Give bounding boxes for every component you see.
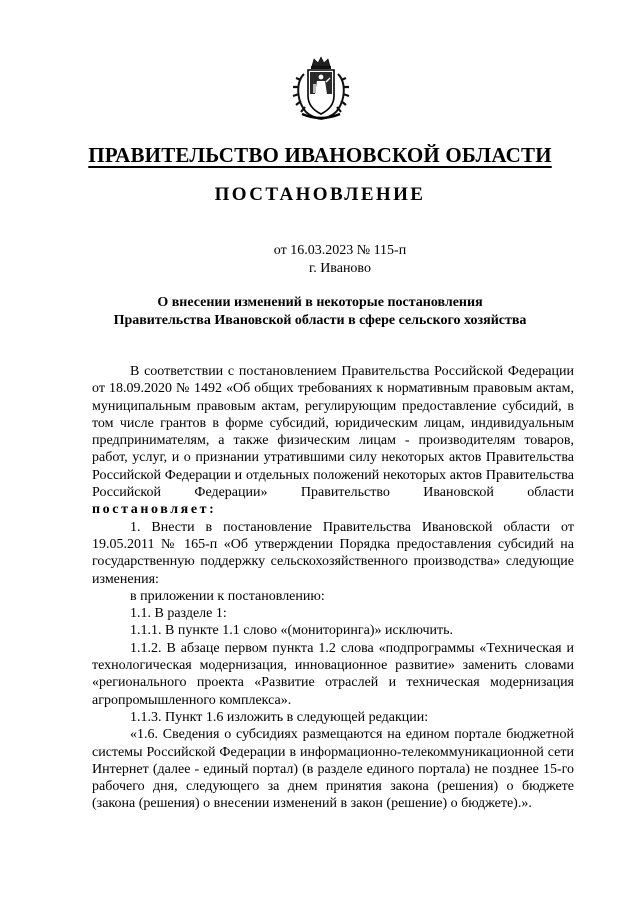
preamble-paragraph [92, 363, 574, 519]
document-subject [60, 294, 580, 329]
paragraph-6: 1.1.3. Пункт 1.6 изложить в следующей редакции: [130, 709, 429, 725]
paragraph-4: 1.1.1. В пункте 1.1 слово «(мониторинга)» исключить. [130, 623, 453, 639]
resolves-keyword: постановляет: [92, 502, 217, 518]
city-name: г. Иваново [309, 261, 371, 276]
document-type-heading: ПОСТАНОВЛЕНИЕ [214, 184, 426, 205]
subject-line-2: Правительства Ивановской области в сфере сельского хозяйства [113, 312, 527, 328]
government-title-text: ПРАВИТЕЛЬСТВО ИВАНОВСКОЙ ОБЛАСТИ [88, 143, 552, 167]
paragraph-2: в приложении к постановлению: [130, 588, 325, 604]
ivanovo-coat-of-arms-icon [290, 56, 352, 122]
coat-of-arms-emblem [290, 56, 352, 122]
paragraph-3: 1.1. В разделе 1: [130, 606, 227, 622]
subject-line-1: О внесении изменений в некоторые постановления [157, 295, 483, 310]
paragraph-1: 1. Внести в постановление Правительства Ивановской области от 19.05.2011 № 165-п «Об утверждении Порядка предоставления субсидий на государственную поддержку сельскохозяйственного производства» следующие изменения: [92, 519, 574, 587]
preamble-text: В соответствии с постановлением Правительства Российской Федерации от 18.09.2020 № 1492 «Об общих требованиях к нормативным правовым актам, муниципальным правовым актам, регулирующим предоставление субсидий, в том числе грантов в форме субсидий, юридическим лицам, индивидуальным предпринимателям, а также физическим лицам - производителям товаров, работ, услуг, и о признании утратившими силу некоторых актов Правительства Российской Федерации и отдельных положений некоторых актов Правительства Российской Федерации» Правительство Ивановской области [92, 364, 574, 501]
date-number: от 16.03.2023 № 115-п [273, 243, 407, 258]
document-body [92, 363, 574, 813]
paragraph-7: «1.6. Сведения о субсидиях размещаются на едином портале бюджетной системы Российской Федерации в информационно-телекоммуникационной сети Интернет (далее - единый портал) (в разделе единого портала) не позднее 15-го рабочего дня, следующего за днем принятия закона (решения) о бюджете (закона (решения) о внесении изменений в закон (решение) о бюджете).». [92, 727, 574, 812]
paragraph-5: 1.1.2. В абзаце первом пункта 1.2 слова «подпрограммы «Техническая и технологическая модернизация, инновационное развитие» заменить словами «регионального проекта «Развитие отраслей и техническая модернизация агропромышленного комплекса». [92, 640, 574, 708]
government-title [0, 142, 640, 168]
